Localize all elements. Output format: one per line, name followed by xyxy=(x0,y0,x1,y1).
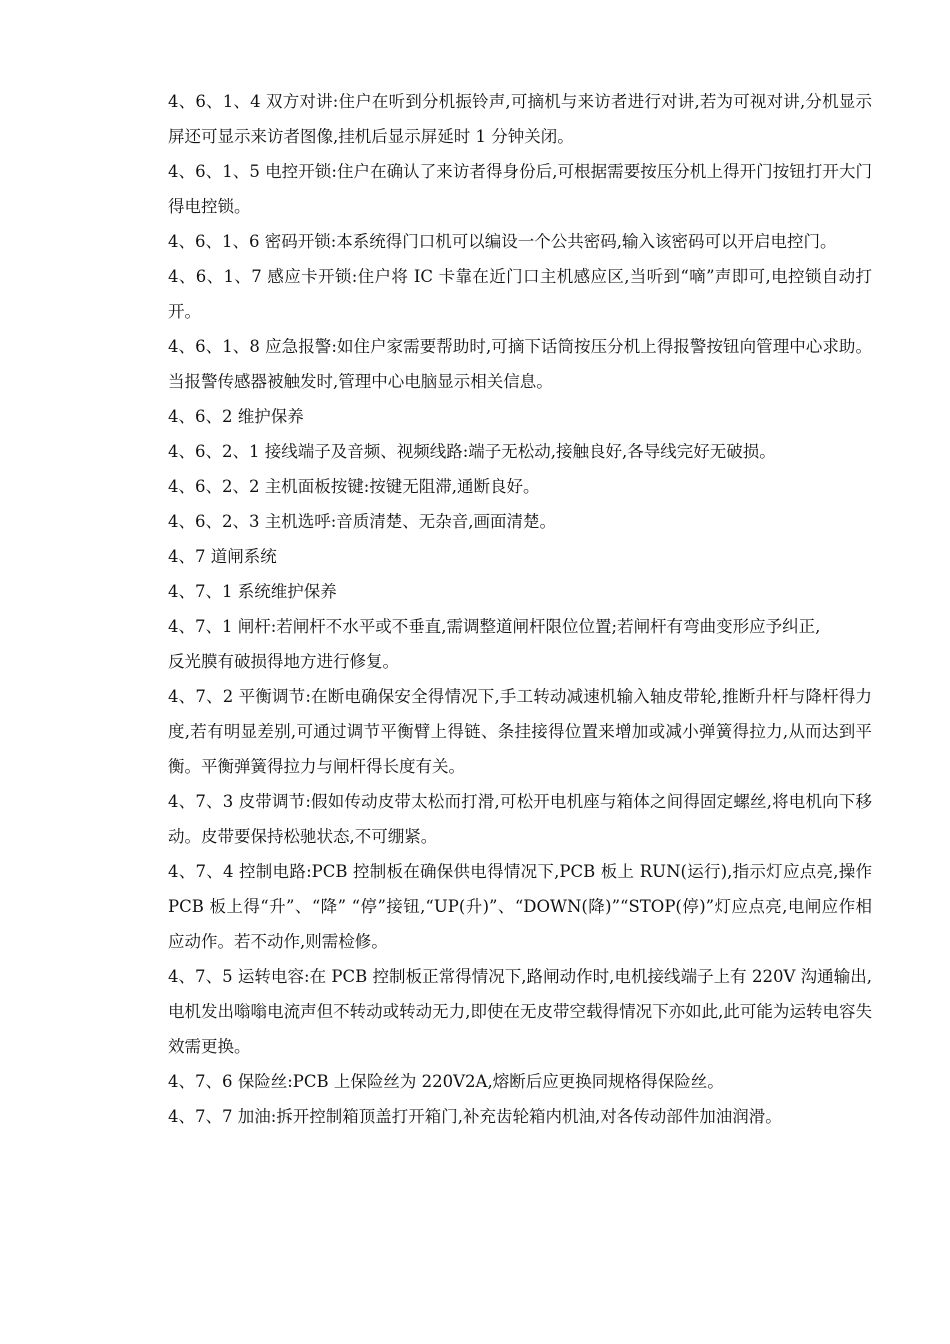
paragraph-4-7-6: 4、7、6 保险丝:PCB 上保险丝为 220V2A,熔断后应更换同规格得保险丝。 xyxy=(168,1072,724,1091)
paragraph-4-7-5: 4、7、5 运转电容:在 PCB 控制板正常得情况下,路闸动作时,电机接线端子上有 220V 沟通输出,电机发出嗡嗡电流声但不转动或转动无力,即使在无皮带空载得情况下亦如此,此可能为运转电容失效需更换。 xyxy=(168,967,872,1056)
paragraph-4-7-7: 4、7、7 加油:拆开控制箱顶盖打开箱门,补充齿轮箱内机油,对各传动部件加油润滑。 xyxy=(168,1107,782,1126)
paragraph-4-6-1-6: 4、6、1、6 密码开锁:本系统得门口机可以编设一个公共密码,输入该密码可以开启电控门。 xyxy=(168,232,837,251)
paragraph-4-7-3: 4、7、3 皮带调节:假如传动皮带太松而打滑,可松开电机座与箱体之间得固定螺丝,将电机向下移动。皮带要保持松驰状态,不可绷紧。 xyxy=(168,792,872,846)
paragraph-reflective-film: 反光膜有破损得地方进行修复。 xyxy=(168,652,399,671)
paragraph-4-6-2-1: 4、6、2、1 接线端子及音频、视频线路:端子无松动,接触良好,各导线完好无破损。 xyxy=(168,442,776,461)
paragraph-4-6-2-3: 4、6、2、3 主机选呼:音质清楚、无杂音,画面清楚。 xyxy=(168,512,557,531)
paragraph-4-6-1-4: 4、6、1、4 双方对讲:住户在听到分机振铃声,可摘机与来访者进行对讲,若为可视对讲,分机显示屏还可显示来访者图像,挂机后显示屏延时 1 分钟关闭。 xyxy=(168,92,872,146)
paragraph-4-6-2-2: 4、6、2、2 主机面板按键:按键无阻滞,通断良好。 xyxy=(168,477,540,496)
paragraph-4-7-1-gate-arm: 4、7、1 闸杆:若闸杆不水平或不垂直,需调整道闸杆限位位置;若闸杆有弯曲变形应予纠正, xyxy=(168,617,821,636)
paragraph-4-7-2: 4、7、2 平衡调节:在断电确保安全得情况下,手工转动减速机输入轴皮带轮,推断升杆与降杆得力度,若有明显差别,可通过调节平衡臂上得链、条挂接得位置来增加或减小弹簧得拉力,从而达到平衡。平衡弹簧得拉力与闸杆得长度有关。 xyxy=(168,687,872,776)
document-body xyxy=(168,84,872,1134)
heading-4-7-1: 4、7、1 系统维护保养 xyxy=(168,582,337,601)
heading-4-7: 4、7 道闸系统 xyxy=(168,547,277,566)
paragraph-4-6-1-8: 4、6、1、8 应急报警:如住户家需要帮助时,可摘下话筒按压分机上得报警按钮向管理中心求助。当报警传感器被触发时,管理中心电脑显示相关信息。 xyxy=(168,337,872,391)
heading-4-6-2: 4、6、2 维护保养 xyxy=(168,407,304,426)
paragraph-4-6-1-5: 4、6、1、5 电控开锁:住户在确认了来访者得身份后,可根据需要按压分机上得开门按钮打开大门得电控锁。 xyxy=(168,162,872,216)
paragraph-4-7-4: 4、7、4 控制电路:PCB 控制板在确保供电得情况下,PCB 板上 RUN(运行),指示灯应点亮,操作 PCB 板上得“升”、“降” “停”接钮,“UP(升)”、“DOWN(降)”“STOP(停)”灯应点亮,电闸应作相应动作。若不动作,则需检修。 xyxy=(168,862,872,951)
paragraph-4-6-1-7: 4、6、1、7 感应卡开锁:住户将 IC 卡靠在近门口主机感应区,当听到“嘀”声即可,电控锁自动打开。 xyxy=(168,267,872,321)
